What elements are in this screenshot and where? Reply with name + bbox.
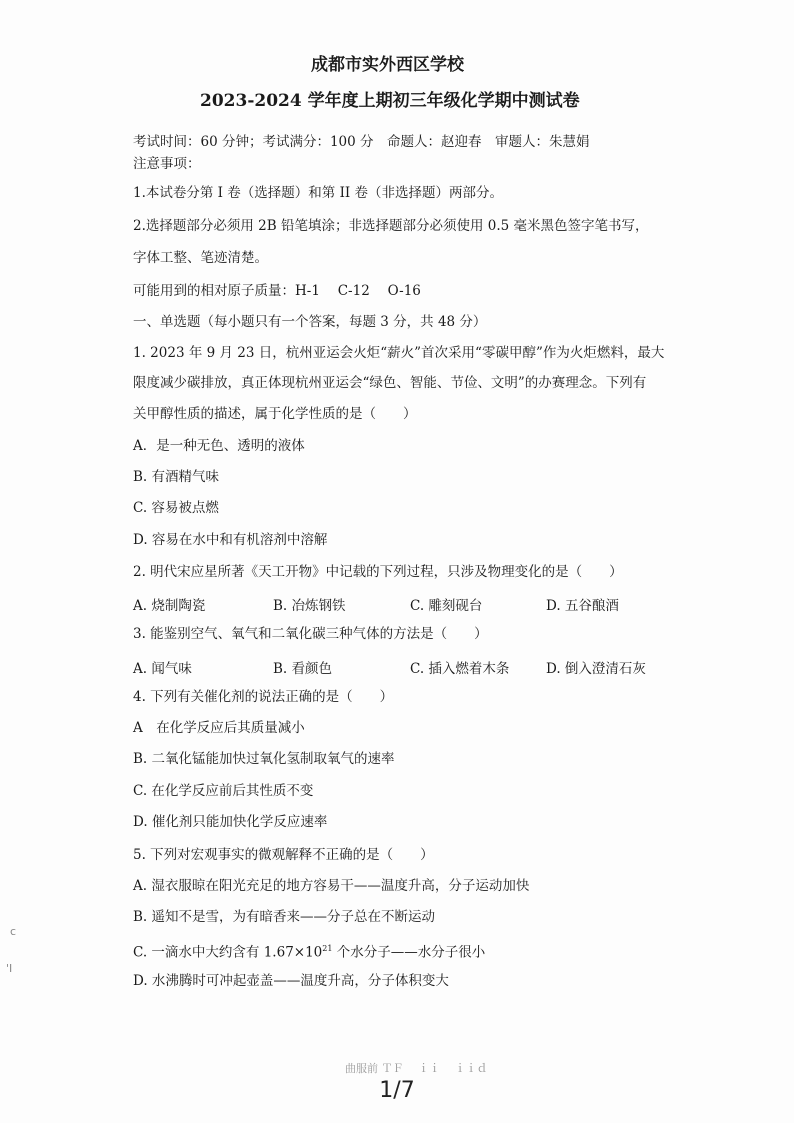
option: A. 烧制陶瓷 [133,598,206,614]
atomic-mass-line: 可能用到的相对原子质量：H-1 C-12 O-16 [133,283,421,299]
question-stem: 1. 2023 年 9 月 23 日，杭州亚运会火炬“薪火”首次采用“零碳甲醇”作为火炬燃料，最大 [133,345,665,361]
option: A. 闻气味 [133,661,192,677]
question-stem: 3. 能鉴别空气、氧气和二氧化碳三种气体的方法是（ ） [133,626,488,642]
option: C. 雕刻砚台 [410,598,483,614]
exponent: 21 [322,944,333,953]
question-stem: 4. 下列有关催化剂的说法正确的是（ ） [133,689,394,705]
page-indicator: 1/7 [379,1078,415,1103]
option: D. 水沸腾时可冲起壶盖——温度升高，分子体积变大 [133,973,449,989]
option: C. 在化学反应前后其性质不变 [133,783,314,799]
option: D. 催化剂只能加快化学反应速率 [133,814,328,830]
option: D. 倒入澄清石灰 [546,661,646,677]
option: A. 湿衣服晾在阳光充足的地方容易干——温度升高，分子运动加快 [133,878,530,894]
option: C. 一滴水中大约含有 $1.67\times 10^{21}$ 个水分子——水分子很小 [133,944,486,961]
option: C. 插入燃着木条 [410,661,510,677]
option-row [133,594,693,612]
option: B. 冶炼钢铁 [273,598,346,614]
note-item: 2.选择题部分必须用 2B 铅笔填涂；非选择题部分必须使用 0.5 毫米黑色签字笔书写， [133,218,649,234]
margin-mark: 'I [6,962,13,975]
margin-mark: c [10,925,17,938]
option: C. 容易被点燃 [133,500,219,516]
note-item: 字体工整、笔迹清楚。 [133,250,268,266]
question-stem: 关甲醇性质的描述，属于化学性质的是（ ） [133,406,417,422]
question-stem: 限度减少碳排放，真正体现杭州亚运会“绿色、智能、节俭、文明”的办赛理念。下列有 [133,375,647,391]
exam-title: 2023-2024 学年度上期初三年级化学期中测试卷 [200,91,580,111]
exam-info: 考试时间：60 分钟；考试满分：100 分 命题人：赵迎春 审题人：朱慧娟 [133,134,590,150]
option: A 在化学反应后其质量减小 [133,720,305,736]
option: B. 二氧化锰能加快过氧化氢制取氧气的速率 [133,751,395,767]
note-item: 1.本试卷分第 I 卷（选择题）和第 II 卷（非选择题）两部分。 [133,185,504,201]
notes-heading: 注意事项： [133,156,201,172]
question-stem: 2. 明代宋应星所著《天工开物》中记载的下列过程，只涉及物理变化的是（ ） [133,564,623,580]
question-stem: 5. 下列对宏观事实的微观解释不正确的是（ ） [133,847,434,863]
option: A．是一种无色、透明的液体 [133,438,305,454]
school-name: 成都市实外西区学校 [311,55,464,75]
option: B. 遥知不是雪，为有暗香来——分子总在不断运动 [133,909,436,925]
option: D. 容易在水中和有机溶剂中溶解 [133,532,328,548]
section-heading: 一、单选题（每小题只有一个答案，每题 3 分，共 48 分） [133,314,487,330]
footer-smudge: 曲服前 ＴＦ ｉｉ ｉｉｄ [345,1062,488,1075]
option-row [133,657,693,675]
option: B. 有酒精气味 [133,469,220,485]
option: D. 五谷酿酒 [546,598,619,614]
option: B. 看颜色 [273,661,333,677]
